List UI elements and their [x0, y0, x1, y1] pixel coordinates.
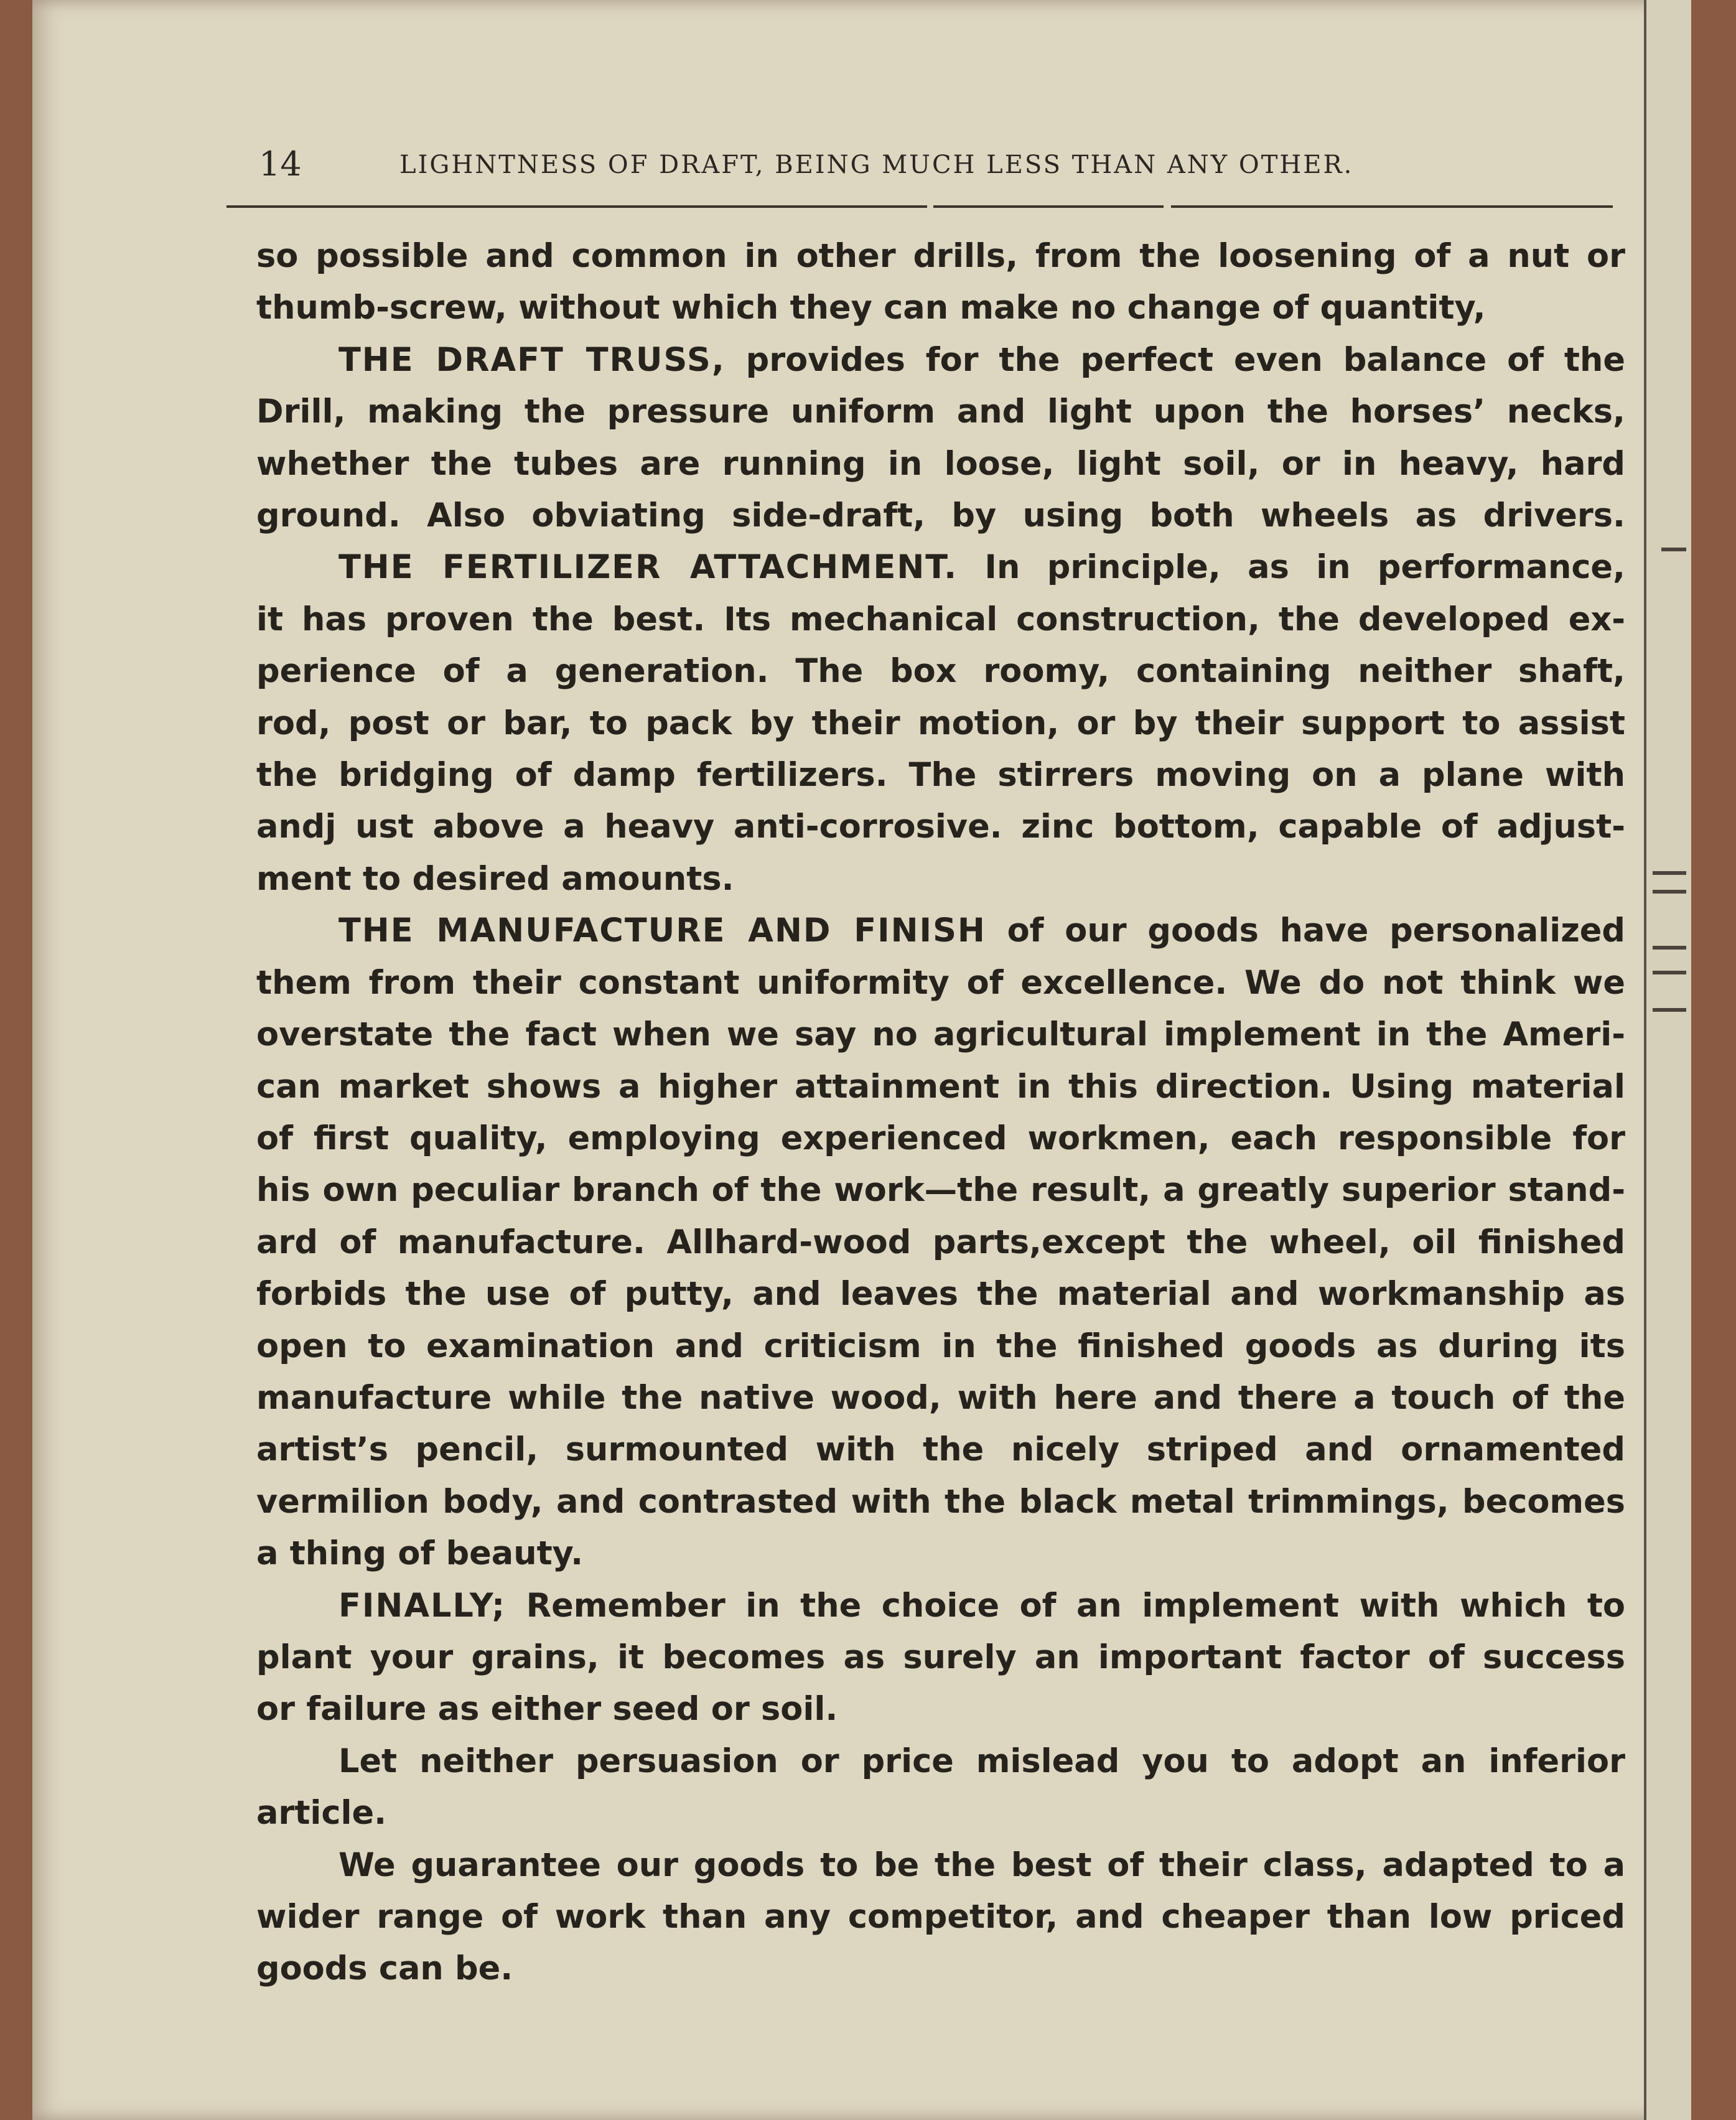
section-heading: FINALLY;	[338, 1586, 506, 1625]
text-line: ard of manufacture. Allhard-wood parts,except the wheel, oil finished	[256, 1223, 1625, 1261]
header-rule-left	[226, 205, 927, 208]
spine-mark	[1661, 548, 1686, 551]
spine-mark	[1653, 1008, 1686, 1012]
text-line: perience of a generation. The box roomy, containing neither shaft,	[256, 652, 1625, 691]
page-header	[259, 144, 1510, 188]
text-line: vermilion body, and contrasted with the black metal trimmings, becomes	[256, 1482, 1625, 1521]
text-line: ground. Also obviating side-draft, by using both wheels as drivers.	[256, 497, 1625, 535]
section-heading: THE DRAFT TRUSS,	[338, 340, 726, 379]
text-line: goods can be.	[256, 1950, 513, 1988]
text-line: ment to desired amounts.	[256, 859, 734, 898]
text-line: article.	[256, 1794, 387, 1833]
section-heading: THE MANUFACTURE AND FINISH	[338, 912, 986, 950]
running-head: LIGHNTNESS OF DRAFT, BEING MUCH LESS THAN ANY OTHER.	[399, 151, 1354, 179]
text-line: forbids the use of putty, and leaves the material and workmanship as	[256, 1275, 1625, 1314]
spine-mark	[1653, 946, 1686, 950]
page-number: 14	[259, 144, 302, 184]
text-line: artist’s pencil, surmounted with the nicely striped and ornamented	[256, 1431, 1625, 1469]
text-line: FINALLY; Remember in the choice of an implement with which to	[338, 1586, 1625, 1625]
book-page	[32, 0, 1691, 2120]
text-line: wider range of work than any competitor, and cheaper than low priced	[256, 1898, 1625, 1936]
text-line: Drill, making the pressure uniform and light upon the horses’ necks,	[256, 393, 1625, 431]
text-line: Let neither persuasion or price mislead you to adopt an inferior	[338, 1742, 1625, 1780]
text-line: THE MANUFACTURE AND FINISH of our goods have personalized	[338, 912, 1625, 950]
adjacent-page-edge	[1644, 0, 1691, 2120]
text-line: of first quality, employing experienced workmen, each responsible for	[256, 1119, 1625, 1157]
text-line: overstate the fact when we say no agricultural implement in the Ameri-	[256, 1016, 1625, 1054]
header-rule-middle	[933, 205, 1164, 208]
text-line: manufacture while the native wood, with here and there a touch of the	[256, 1378, 1625, 1417]
text-line: THE DRAFT TRUSS, provides for the perfect even balance of the	[338, 340, 1625, 379]
text-line: We guarantee our goods to be the best of their class, adapted to a	[338, 1846, 1625, 1884]
spine-mark	[1653, 971, 1686, 974]
text-line: rod, post or bar, to pack by their motion, or by their support to assist	[256, 704, 1625, 742]
text-line: it has proven the best. Its mechanical construction, the developed ex-	[256, 600, 1625, 638]
text-line: his own peculiar branch of the work—the result, a greatly superior stand-	[256, 1171, 1625, 1210]
text-line: plant your grains, it becomes as surely an important factor of success	[256, 1638, 1625, 1676]
spine-mark	[1653, 890, 1686, 894]
text-line: or failure as either seed or soil.	[256, 1690, 838, 1729]
body-text	[256, 230, 1625, 1995]
text-line: a thing of beauty.	[256, 1534, 584, 1573]
text-line: the bridging of damp fertilizers. The stirrers moving on a plane with	[256, 756, 1625, 795]
header-rule-right	[1171, 205, 1613, 208]
text-line: so possible and common in other drills, from the loosening of a nut or	[256, 237, 1625, 275]
text-line: thumb-screw, without which they can make no change of quantity,	[256, 289, 1486, 327]
text-line: THE FERTILIZER ATTACHMENT. In principle, as in performance,	[338, 548, 1625, 587]
section-heading: THE FERTILIZER ATTACHMENT.	[338, 548, 958, 587]
text-line: can market shows a higher attainment in this direction. Using material	[256, 1067, 1625, 1106]
text-line: andj ust above a heavy anti-corrosive. zinc bottom, capable of adjust-	[256, 808, 1625, 846]
spine-mark	[1653, 871, 1686, 875]
text-line: whether the tubes are running in loose, light soil, or in heavy, hard	[256, 444, 1625, 483]
text-line: open to examination and criticism in the finished goods as during its	[256, 1327, 1625, 1365]
text-line: them from their constant uniformity of excellence. We do not think we	[256, 963, 1625, 1002]
